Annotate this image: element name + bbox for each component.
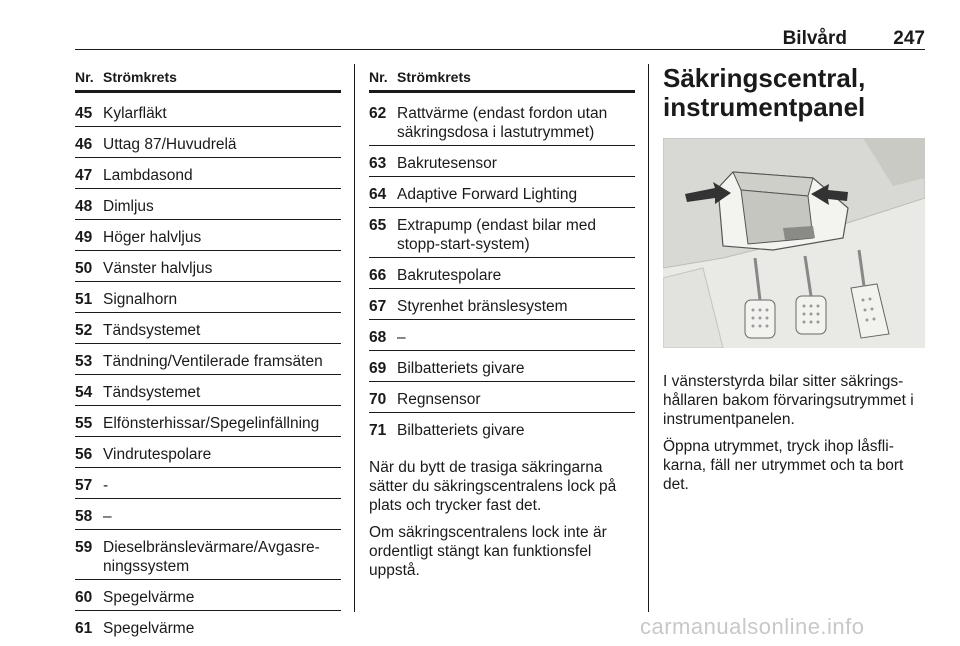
table-row: [75, 616, 341, 641]
fuse-number: 58: [75, 508, 93, 525]
fuse-number: 49: [75, 229, 93, 246]
fuse-number: 55: [75, 415, 93, 432]
table-row: [369, 101, 635, 146]
column-divider-2: [648, 64, 649, 612]
table-row: [75, 318, 341, 344]
table-row: [75, 442, 341, 468]
fuse-box-illustration: [663, 138, 925, 348]
circuit-name: Dimljus: [103, 198, 154, 215]
circuit-name: -: [103, 477, 109, 494]
fuse-number: 54: [75, 384, 93, 401]
table-row: [75, 132, 341, 158]
circuit-name: –: [397, 329, 406, 346]
table-row: [369, 387, 635, 413]
circuit-name: Bakrutespolare: [397, 267, 502, 284]
fuse-number: 47: [75, 167, 93, 184]
fuse-number: 48: [75, 198, 93, 215]
column-header-circuit: Strömkrets: [397, 69, 471, 85]
warning-paragraph: Om säkringscentralens lock inte är ordentligt stängt kan funktionsfel uppstå.: [369, 524, 607, 579]
table-row: [369, 356, 635, 382]
table-row: [75, 163, 341, 189]
table-row: [75, 101, 341, 127]
circuit-name: Uttag 87/Huvudrelä: [103, 136, 237, 153]
table-row: [75, 349, 341, 375]
circuit-name: Spegelvärme: [103, 589, 195, 606]
fuse-number: 70: [369, 391, 387, 408]
fuse-number: 46: [75, 136, 93, 153]
table-row: [75, 225, 341, 251]
fuse-number: 63: [369, 155, 387, 172]
circuit-name: Signalhorn: [103, 291, 178, 308]
fuse-number: 68: [369, 329, 387, 346]
fuse-number: 66: [369, 267, 387, 284]
instruction-paragraph: När du bytt de trasiga säkringarna sätter du säkringscentralens lock på plats och trycker fast det.: [369, 459, 617, 514]
fuse-number: 60: [75, 589, 93, 606]
circuit-name: Regnsensor: [397, 391, 481, 408]
table-header: [369, 64, 635, 90]
table-row: [75, 535, 341, 580]
table-row: [369, 263, 635, 289]
fuse-number: 62: [369, 105, 387, 122]
section-heading: Säkringscentral, instrumentpanel: [663, 63, 866, 122]
table-row: [369, 182, 635, 208]
circuit-name: Spegelvärme: [103, 620, 195, 637]
circuit-name: Bilbatteriets givare: [397, 360, 525, 377]
fuse-number: 57: [75, 477, 93, 494]
table-header-rule: [369, 90, 635, 93]
circuit-name: Vänster halvljus: [103, 260, 213, 277]
column-divider-1: [354, 64, 355, 612]
column-header-nr: Nr.: [369, 69, 388, 85]
location-paragraph: I vänsterstyrda bilar sitter säkrings- hållaren bakom förvaringsutrymmet i instrumentpanelen.: [663, 373, 914, 428]
table-row: [75, 473, 341, 499]
table-header: [75, 64, 341, 90]
circuit-name: Tändsystemet: [103, 322, 201, 339]
fuse-number: 51: [75, 291, 93, 308]
fuse-number: 65: [369, 217, 387, 234]
circuit-name: Höger halvljus: [103, 229, 202, 246]
table-row: [369, 418, 635, 443]
circuit-name: Bakrutesensor: [397, 155, 497, 172]
table-row: [75, 585, 341, 611]
dashboard-fuse-drawing: [663, 138, 925, 348]
circuit-name: –: [103, 508, 112, 525]
fuse-table-2: [369, 64, 635, 588]
fuse-number: 52: [75, 322, 93, 339]
table-row: [369, 151, 635, 177]
header-rule: [75, 49, 925, 50]
circuit-name: Bilbatteriets givare: [397, 422, 525, 439]
fuse-number: 71: [369, 422, 387, 439]
circuit-name: Extrapump (endast bilar med stopp-start-system): [397, 217, 597, 253]
circuit-name: Dieselbränslevärmare/Avgasre- ningssystem: [103, 539, 320, 575]
column-header-nr: Nr.: [75, 69, 94, 85]
circuit-name: Tändsystemet: [103, 384, 201, 401]
fuse-number: 67: [369, 298, 387, 315]
fuse-table-1: [75, 64, 341, 646]
fuse-number: 69: [369, 360, 387, 377]
table-header-rule: [75, 90, 341, 93]
fuse-box-section: [663, 64, 925, 502]
circuit-name: Kylarfläkt: [103, 105, 167, 122]
table-row: [75, 287, 341, 313]
section-title: Bilvård: [782, 28, 847, 49]
circuit-name: Adaptive Forward Lighting: [397, 186, 578, 203]
fuse-number: 53: [75, 353, 93, 370]
fuse-number: 64: [369, 186, 387, 203]
removal-paragraph: Öppna utrymmet, tryck ihop låsfli- karna, fäll ner utrymmet och ta bort det.: [663, 438, 904, 493]
table-row: [369, 213, 635, 258]
column-header-circuit: Strömkrets: [103, 69, 177, 85]
circuit-name: Lambdasond: [103, 167, 193, 184]
fuse-number: 59: [75, 539, 93, 556]
fuse-number: 61: [75, 620, 93, 637]
fuse-number: 56: [75, 446, 93, 463]
table-row: [369, 294, 635, 320]
table-row: [75, 256, 341, 282]
circuit-name: Vindrutespolare: [103, 446, 212, 463]
circuit-name: Tändning/Ventilerade framsäten: [103, 353, 323, 370]
circuit-name: Rattvärme (endast fordon utan säkringsdosa i lastutrymmet): [397, 105, 608, 141]
circuit-name: Styrenhet bränslesystem: [397, 298, 568, 315]
fuse-number: 45: [75, 105, 93, 122]
table-row: [75, 194, 341, 220]
table-row: [369, 325, 635, 351]
page-number: 247: [893, 28, 925, 49]
table-row: [75, 380, 341, 406]
table-row: [75, 504, 341, 530]
fuse-number: 50: [75, 260, 93, 277]
table-row: [75, 411, 341, 437]
watermark: carmanualsonline.info: [640, 614, 865, 639]
circuit-name: Elfönsterhissar/Spegelinfällning: [103, 415, 320, 432]
page-header: [75, 26, 925, 50]
